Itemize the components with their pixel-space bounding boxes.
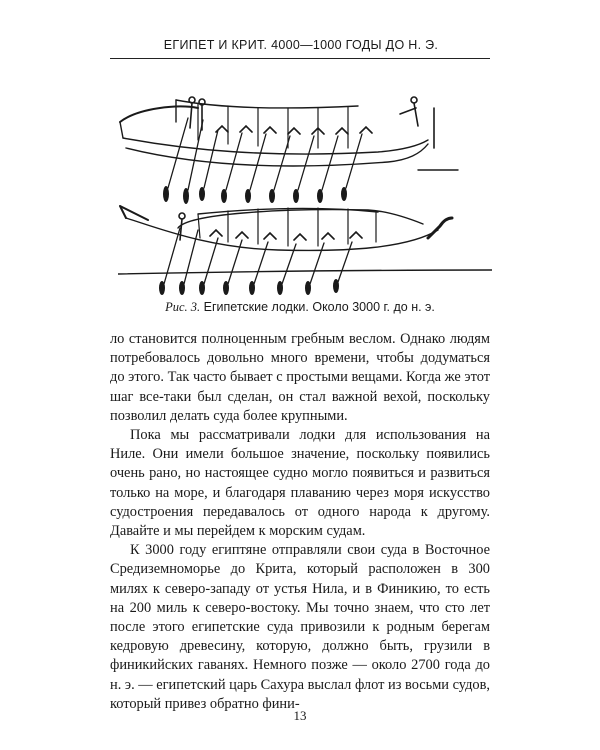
header-rule (110, 58, 490, 59)
paragraph: К 3000 году египтяне отправляли свои суда в Восточное Средиземноморье до Крита, который расположен в 300 милях к северо-западу от устья Нила, и в Финикию, то есть на 200 миль к северо-востоку. Мы точно знаем, что сто лет после этого египетские суда привозили к родным берегам кедровую древесину, которую, должно быть, грузили в финикийских гаванях. Немного позже — около 2700 года до н. э. — египетский царь Сахура выслал флот из восьми судов, который привез обратно фини- (110, 542, 490, 712)
boat-illustration (118, 78, 492, 298)
paragraph: Пока мы рассматривали лодки для использования на Ниле. Они имели большое значение, поскольку появились очень рано, но настоящее судно могло появиться и развиться только на море, и благодаря плаванию через моря искусство судостроения передавалось от одного народа к другому. Давайте и мы перейдем к морским судам. (110, 427, 490, 540)
figure-caption-text: Египетские лодки. Около 3000 г. до н. э. (200, 300, 435, 314)
figure-caption (110, 300, 490, 315)
upper-boat-drawing (120, 97, 458, 204)
page-number: 13 (293, 708, 307, 723)
running-header: ЕГИПЕТ И КРИТ. 4000—1000 ГОДЫ ДО Н. Э. (163, 38, 439, 52)
body-text (110, 330, 490, 714)
figure-label: Рис. 3. (165, 300, 201, 314)
paragraph: ло становится полноценным гребным веслом. Однако людям потребовалось довольно много времени, чтобы додуматься до этого. Так часто бывает с простыми вещами. Когда же этот шаг все-таки был сделан, он стал важной вехой, поскольку позволил делать суда более крупными. (110, 331, 490, 424)
lower-boat-drawing (118, 206, 492, 295)
